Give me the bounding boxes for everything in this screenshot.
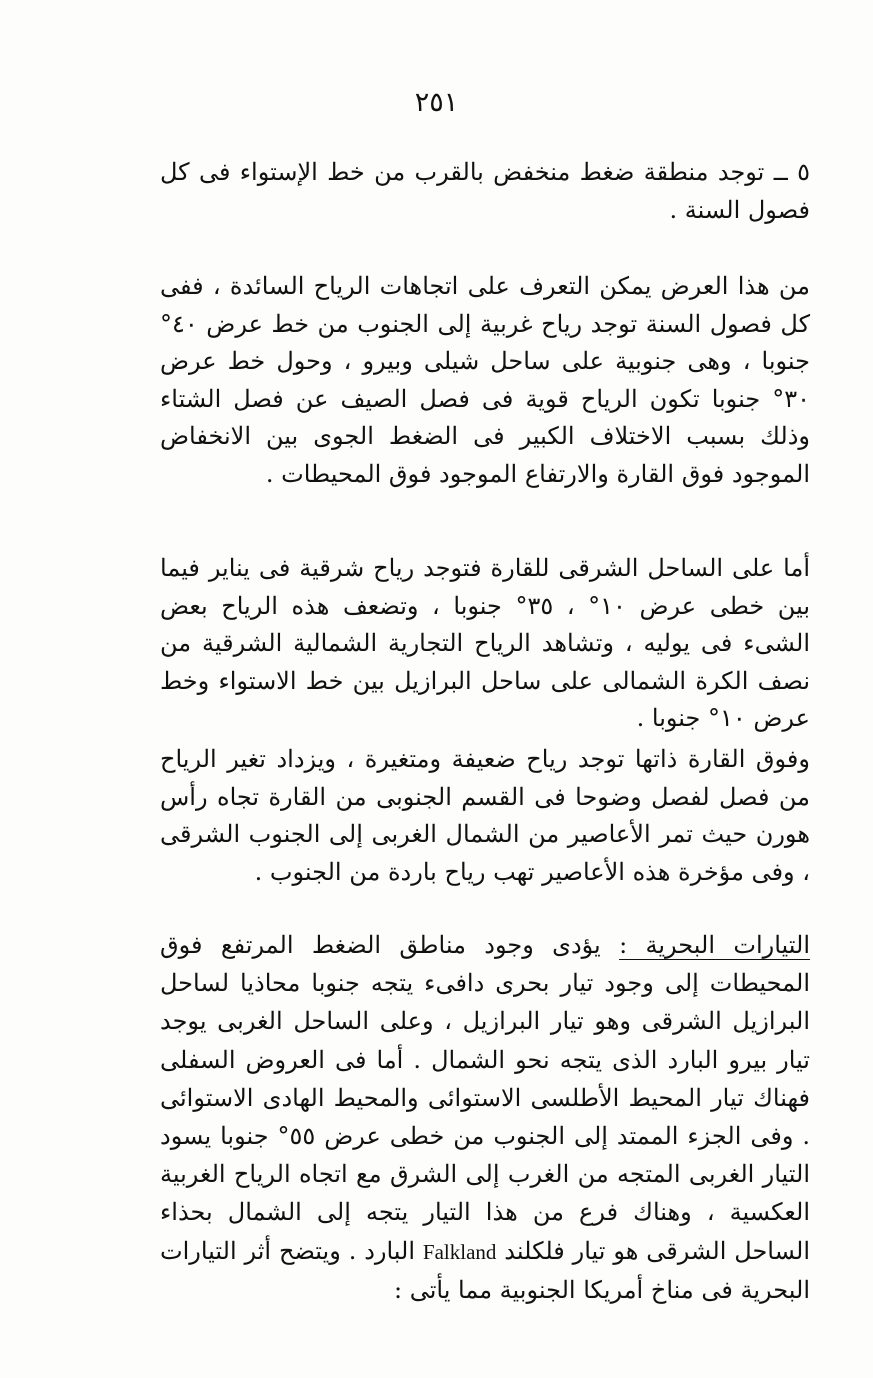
- paragraph-east-coast-winds: [160, 550, 810, 738]
- paragraph-continent-winds: [160, 741, 810, 891]
- list-item-5-text: ٥ ــ توجد منطقة ضغط منخفض بالقرب من خط الإستواء فى كل فصول السنة .: [160, 158, 810, 224]
- falkland-latin-term: Falkland: [422, 1239, 497, 1264]
- paragraph-east-coast-winds-text: أما على الساحل الشرقى للقارة فتوجد رياح شرقية فى يناير فيما بين خطى عرض ١٠° ، ٣٥° جنوبا ، وتضعف هذه الرياح بعض الشىء فى يوليه ، وتشاهد الرياح التجارية الشمالية الشرقية من نصف الكرة الشمالى على ساحل البرازيل بين خط الاستواء وخط عرض ١٠° جنوبا .: [160, 554, 810, 732]
- paragraph-prevailing-winds-text: من هذا العرض يمكن التعرف على اتجاهات الرياح السائدة ، ففى كل فصول السنة توجد رياح غربية إلى الجنوب من خط عرض ٤٠° جنوبا ، وهى جنوبية على ساحل شيلى وبيرو ، وحول خط عرض ٣٠° جنوبا تكون الرياح قوية فى فصل الصيف عن فصل الشتاء وذلك بسبب الاختلاف الكبير فى الضغط الجوى بين الانخفاض الموجود فوق القارة والارتفاع الموجود فوق المحيطات .: [160, 272, 810, 488]
- list-item-5: [160, 154, 810, 229]
- paragraph-ocean-currents: [160, 926, 810, 1309]
- ocean-currents-text-end: البارد . ويتضح أثر التيارات البحرية فى مناخ أمريكا الجنوبية مما يأتى :: [160, 1236, 810, 1304]
- ocean-currents-heading: التيارات البحرية :: [619, 931, 810, 959]
- paragraph-continent-winds-text: وفوق القارة ذاتها توجد رياح ضعيفة ومتغيرة ، ويزداد تغير الرياح من فصل لفصل وضوحا فى القسم الجنوبى من القارة تجاه رأس هورن حيث تمر الأعاصير من الشمال الغربى إلى الجنوب الشرقى ، وفى مؤخرة هذه الأعاصير تهب رياح باردة من الجنوب .: [160, 745, 810, 886]
- paragraph-prevailing-winds: [160, 268, 810, 493]
- page-number: ٢٥١: [414, 87, 459, 118]
- ocean-currents-text-start: يؤدى وجود مناطق الضغط المرتفع فوق المحيطات إلى وجود تيار بحرى دافىء يتجه جنوبا محاذيا لساحل البرازيل الشرقى وهو تيار البرازيل ، وعلى الساحل الغربى يوجد تيار بيرو البارد الذى يتجه نحو الشمال . أما فى العروض السفلى فهناك تيار المحيط الأطلسى الاستوائى والمحيط الهادى الاستوائى . وفى الجزء الممتد إلى الجنوب من خطى عرض ٥٥° جنوبا يسود التيار الغربى المتجه من الغرب إلى الشرق مع اتجاه الرياح الغربية العكسية ، وهناك فرع من هذا التيار يتجه إلى الشمال بحذاء الساحل الشرقى هو تيار فلكلند: [160, 931, 810, 1265]
